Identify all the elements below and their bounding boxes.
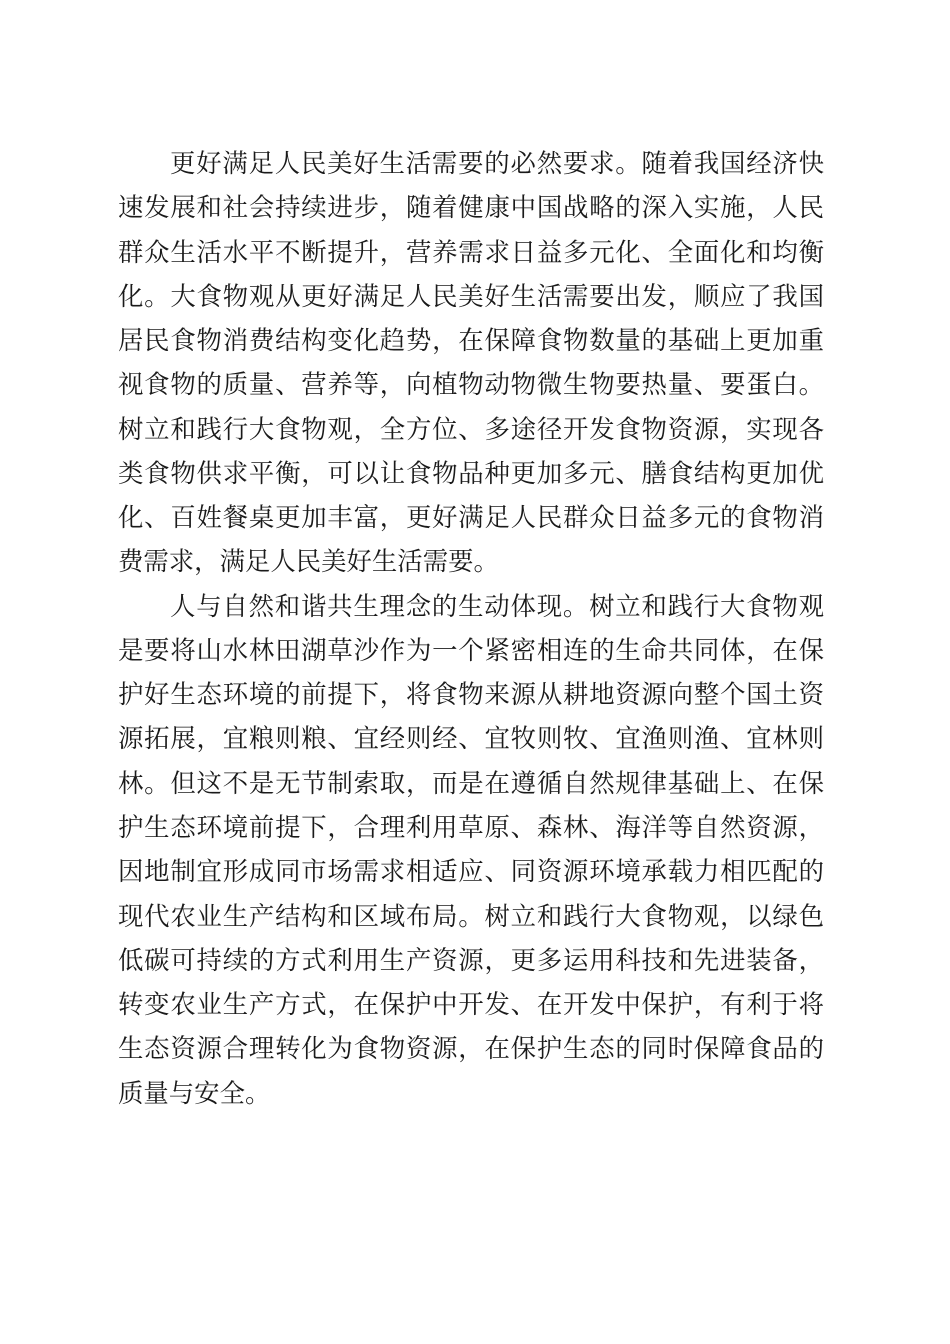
text-line: 源拓展，宜粮则粮、宜经则经、宜牧则牧、宜渔则渔、宜林则 <box>118 723 824 754</box>
paragraph-1 <box>118 141 824 584</box>
text-line: 居民食物消费结构变化趋势，在保障食物数量的基础上更加重 <box>118 325 824 356</box>
text-line: 林。但这不是无节制索取，而是在遵循自然规律基础上、在保 <box>118 767 824 798</box>
text-line: 低碳可持续的方式利用生产资源，更多运用科技和先进装备， <box>118 944 824 975</box>
text-line: 护好生态环境的前提下，将食物来源从耕地资源向整个国土资 <box>118 679 824 710</box>
text-line: 因地制宜形成同市场需求相适应、同资源环境承载力相匹配的 <box>118 856 824 887</box>
text-line: 生态资源合理转化为食物资源，在保护生态的同时保障食品的 <box>118 1033 824 1064</box>
text-line: 费需求，满足人民美好生活需要。 <box>118 546 499 577</box>
text-line: 速发展和社会持续进步，随着健康中国战略的深入实施，人民 <box>118 192 824 223</box>
text-line: 质量与安全。 <box>118 1077 271 1108</box>
text-line: 现代农业生产结构和区域布局。树立和践行大食物观，以绿色 <box>118 900 824 931</box>
text-line: 人与自然和谐共生理念的生动体现。树立和践行大食物观 <box>170 590 824 621</box>
document-page <box>118 141 824 1115</box>
text-line: 转变农业生产方式，在保护中开发、在开发中保护，有利于将 <box>118 989 824 1020</box>
text-line: 护生态环境前提下，合理利用草原、森林、海洋等自然资源， <box>118 811 824 842</box>
text-line: 化、百姓餐桌更加丰富，更好满足人民群众日益多元的食物消 <box>118 502 824 533</box>
text-line: 视食物的质量、营养等，向植物动物微生物要热量、要蛋白。 <box>118 369 824 400</box>
text-line: 是要将山水林田湖草沙作为一个紧密相连的生命共同体，在保 <box>118 634 824 665</box>
text-line: 类食物供求平衡，可以让食物品种更加多元、膳食结构更加优 <box>118 457 824 488</box>
text-line: 树立和践行大食物观，全方位、多途径开发食物资源，实现各 <box>118 413 824 444</box>
text-line: 群众生活水平不断提升，营养需求日益多元化、全面化和均衡 <box>118 236 824 267</box>
paragraph-2 <box>118 584 824 1115</box>
text-line: 化。大食物观从更好满足人民美好生活需要出发，顺应了我国 <box>118 280 824 311</box>
text-line: 更好满足人民美好生活需要的必然要求。随着我国经济快 <box>170 148 824 178</box>
